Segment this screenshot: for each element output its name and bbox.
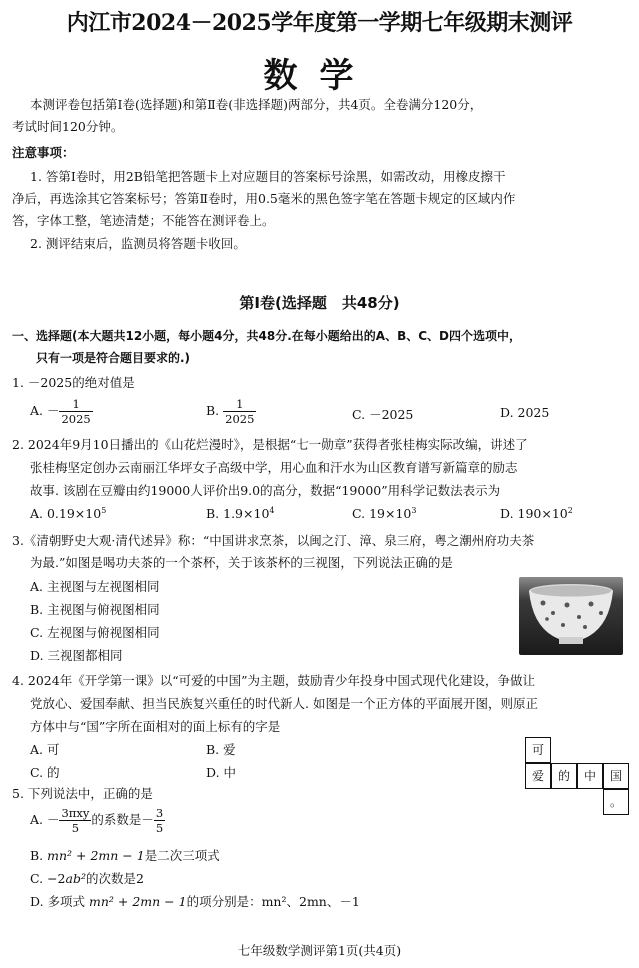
q1-option-a[interactable]	[30, 397, 93, 426]
net-cell-2: 的	[551, 763, 577, 789]
teacup-photo	[519, 577, 623, 655]
net-cell-3: 中	[577, 763, 603, 789]
q1-b-denominator: 2025	[225, 412, 255, 426]
q2-b-exponent: 4	[269, 506, 275, 515]
q2-d-text: D. 190×10	[500, 506, 568, 522]
q5-b-prefix: B.	[30, 848, 48, 863]
q5-option-c[interactable]	[30, 869, 144, 887]
q5-a-denominator-2: 5	[155, 821, 164, 835]
intro-line-1: 本测评卷包括第Ⅰ卷(选择题)和第Ⅱ卷(非选择题)两部分，共4页。全卷满分120分，	[30, 97, 483, 112]
q2-a-text: A. 0.19×10	[30, 506, 102, 522]
intro-line-2: 考试时间120分钟。	[12, 119, 124, 134]
q1-a-denominator: 2025	[61, 412, 91, 426]
q5-a-prefix: A. －	[30, 812, 60, 827]
q2-option-a[interactable]	[30, 506, 106, 521]
q5-b-suffix: 是二次三项式	[144, 848, 220, 863]
q1-a-prefix: A. －	[30, 403, 60, 418]
q2-c-exponent: 3	[411, 506, 417, 515]
q1-b-numerator: 1	[223, 397, 256, 412]
q1-a-numerator: 1	[59, 397, 92, 412]
net-cell-top: 可	[525, 737, 551, 763]
q1-b-prefix: B.	[206, 403, 224, 418]
q3-option-a[interactable]: A. 主视图与左视图相同	[30, 579, 160, 594]
q2-option-c[interactable]	[352, 506, 416, 521]
q2-c-text: C. 19×10	[352, 506, 412, 522]
q4-line-1: 4. 2024年《开学第一课》以“可爱的中国”为主题，鼓励青少年投身中国式现代化建设，争做让	[12, 673, 535, 688]
q3-option-c[interactable]: C. 左视图与俯视图相同	[30, 625, 160, 640]
q4-option-b[interactable]: B. 爱	[206, 742, 236, 757]
q5-c-prefix: C. −2	[30, 871, 66, 886]
note-1-line-3: 答，字体工整，笔迹清楚；不能答在测评卷上。	[12, 213, 275, 228]
q1-option-d[interactable]: D. 2025	[500, 405, 550, 420]
part1-instructions-line-1: 一、选择题(本大题共12小题，每小题4分，共48分.在每小题给出的A、B、C、D四个选项中，	[12, 329, 521, 343]
q5-option-d[interactable]	[30, 892, 360, 910]
q3-line-2: 为最.”如图是喝功夫茶的一个茶杯，关于该茶杯的三视图，下列说法正确的是	[30, 555, 453, 570]
q5-d-suffix: 的项分别是：mn²、2mn、－1	[186, 894, 360, 909]
q2-b-text: B. 1.9×10	[206, 506, 270, 522]
q4-option-d[interactable]: D. 中	[206, 765, 237, 780]
q5-a-numerator-2: 3	[155, 806, 164, 820]
exam-title: 内江市2024－2025学年度第一学期七年级期末测评	[66, 10, 573, 36]
net-cell-4: 国	[603, 763, 629, 789]
q5-a-fraction-1	[59, 806, 91, 835]
note-1-line-2: 净后，再选涂其它答案标号；答第Ⅱ卷时，用0.5毫米的黑色签字笔在答题卡规定的区域内作	[12, 191, 516, 206]
q3-option-b[interactable]: B. 主视图与俯视图相同	[30, 602, 160, 617]
q5-a-numerator-1: 3πxy	[61, 806, 90, 820]
net-cell-1: 爱	[525, 763, 551, 789]
q1-stem: 1. －2025的绝对值是	[12, 375, 135, 390]
q5-a-fraction-2	[154, 806, 165, 835]
q5-b-polynomial: mn² + 2mn − 1	[47, 848, 145, 863]
q2-line-2: 张桂梅坚定创办云南丽江华坪女子高级中学，用心血和汗水为山区教育谱写新篇章的励志	[30, 460, 518, 475]
q5-c-term: ab²	[65, 871, 86, 886]
q5-a-middle: 的系数是－	[91, 812, 154, 827]
notes-heading: 注意事项：	[12, 145, 75, 160]
q5-option-b[interactable]	[30, 846, 220, 864]
teacup-icon	[519, 577, 623, 655]
q2-d-exponent: 2	[567, 506, 573, 515]
q1-b-fraction	[223, 397, 256, 426]
q5-a-denominator-1: 5	[71, 821, 80, 835]
q1-option-c[interactable]: C. －2025	[352, 407, 414, 422]
q5-stem: 5. 下列说法中，正确的是	[12, 786, 153, 801]
q4-line-2: 党放心、爱国奉献、担当民族复兴重任的时代新人. 如图是一个正方体的平面展开图，则原正	[30, 696, 538, 711]
q2-option-d[interactable]	[500, 506, 573, 521]
q2-line-3: 故事. 该剧在豆瓣由约19000人评价出9.0的高分，数据“19000”用科学记数法表示为	[30, 483, 501, 498]
q4-option-c[interactable]: C. 的	[30, 765, 60, 780]
q5-c-suffix: 的次数是2	[85, 871, 144, 886]
q5-d-prefix: D. 多项式	[30, 894, 89, 909]
note-2: 2. 测评结束后，监测员将答题卡收回。	[30, 236, 246, 251]
note-1-line-1: 1. 答第Ⅰ卷时，用2B铅笔把答题卡上对应题目的答案标号涂黑，如需改动，用橡皮擦干	[30, 169, 506, 184]
net-cell-bottom: 。	[603, 789, 629, 815]
q1-a-fraction	[59, 397, 92, 426]
page-footer: 七年级数学测评第1页(共4页)	[237, 943, 402, 958]
q2-line-1: 2. 2024年9月10日播出的《山花烂漫时》，是根据“七一勋章”获得者张桂梅实际改编，讲述了	[12, 437, 528, 452]
subject-title: 数学	[263, 56, 376, 96]
q5-option-a[interactable]	[30, 806, 165, 835]
q3-option-d[interactable]: D. 三视图都相同	[30, 648, 123, 663]
section-heading: 第Ⅰ卷(选择题 共48分)	[239, 294, 400, 312]
q1-option-b[interactable]	[206, 397, 256, 426]
part1-instructions-line-2: 只有一项是符合题目要求的.)	[36, 351, 191, 365]
q2-option-b[interactable]	[206, 506, 275, 521]
q4-line-3: 方体中与“国”字所在面相对的面上标有的字是	[30, 719, 281, 734]
q3-line-1: 3.《清朝野史大观·清代述异》称：“中国讲求烹茶，以闽之汀、漳、泉三府，粤之潮州府功夫茶	[12, 533, 535, 548]
q2-a-exponent: 5	[101, 506, 107, 515]
q4-option-a[interactable]: A. 可	[30, 742, 60, 757]
q5-d-polynomial: mn² + 2mn − 1	[89, 894, 187, 909]
